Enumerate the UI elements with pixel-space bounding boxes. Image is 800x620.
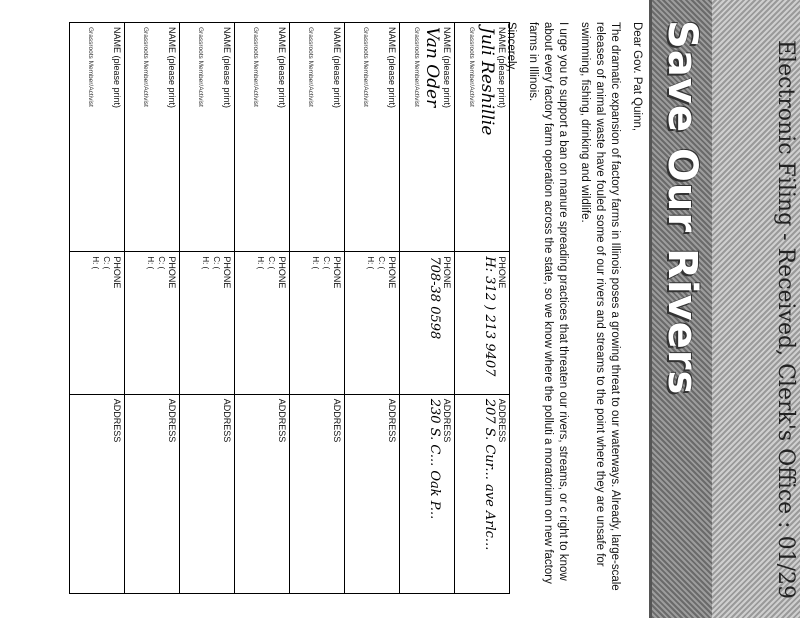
handwritten-address: 207 S. Cur... ave Arlc... [482, 398, 497, 551]
name-cell[interactable]: NAME (please print) Grassroots Member/Activist [70, 23, 125, 252]
phone-cell[interactable]: PHONE H: 312 ) 213 9407 [455, 252, 510, 394]
phone-cell[interactable]: PHONE C: ( H: ( [180, 252, 235, 394]
address-cell[interactable]: ADDRESS [235, 394, 290, 593]
received-stamp: Electronic Filing - Received, Clerk's Office : 01/29 [773, 40, 798, 599]
signature-row [345, 23, 400, 594]
phone-cell[interactable]: PHONE C: ( H: ( [70, 252, 125, 394]
address-cell[interactable]: ADDRESS 207 S. Cur... ave Arlc... [455, 394, 510, 593]
handwritten-phone: 708-38 0598 [427, 256, 442, 340]
name-cell[interactable]: NAME (please print) Grassroots Member/Activist [290, 23, 345, 252]
name-cell[interactable]: NAME (please print) Grassroots Member/Activist [125, 23, 180, 252]
signature-row [400, 23, 455, 594]
address-cell[interactable]: ADDRESS [125, 394, 180, 593]
phone-cell[interactable]: PHONE 708-38 0598 [400, 252, 455, 394]
handwritten-name: Van Oder [422, 27, 442, 108]
letter-body [496, 22, 644, 612]
closing: Sincerely, [505, 22, 517, 72]
handwritten-phone: H: 312 ) 213 9407 [482, 256, 497, 377]
signature-row [70, 23, 125, 594]
name-cell[interactable]: NAME (please print) Van Oder Grassroots Member/Activist [400, 23, 455, 252]
name-cell[interactable]: NAME (please print) Grassroots Member/Activist [345, 23, 400, 252]
letter-paragraph-2: I urge you to support a ban on manure spreading practices that threaten our rivers, streams, or c right to know about every factory farm operation across the state, so we know where the polluti a moratorium on new factory farms in Illinois. [527, 22, 569, 584]
letter-paragraph-1: The dramatic expansion of factory farms in Illinois poses a growing threat to our waterways. Already, large-scale releases of animal waste have fouled some of our rivers and streams to the point where they are unsafe for swimming, fishing, drinking and wildlife. [579, 22, 621, 591]
signature-table [69, 22, 510, 594]
phone-cell[interactable]: PHONE C: ( H: ( [345, 252, 400, 394]
address-cell[interactable]: ADDRESS [345, 394, 400, 593]
signature-row [125, 23, 180, 594]
signature-row [180, 23, 235, 594]
name-cell[interactable]: NAME (please print) Juli Reshillie Grassroots Member/Activist [455, 23, 510, 252]
header-banner [649, 0, 800, 618]
name-cell[interactable]: NAME (please print) Grassroots Member/Activist [235, 23, 290, 252]
handwritten-address: 230 S. C... Oak P... [427, 398, 442, 520]
signature-row [235, 23, 290, 594]
address-cell[interactable]: ADDRESS 230 S. C... Oak P... [400, 394, 455, 593]
signature-row [455, 23, 510, 594]
page-title: Save Our Rivers [659, 20, 705, 396]
address-cell[interactable]: ADDRESS [290, 394, 345, 593]
handwritten-name: Juli Reshillie [477, 27, 497, 136]
address-cell[interactable]: ADDRESS [70, 394, 125, 593]
phone-cell[interactable]: PHONE C: ( H: ( [125, 252, 180, 394]
phone-cell[interactable]: PHONE C: ( H: ( [290, 252, 345, 394]
salutation: Dear Gov. Pat Quinn, [631, 22, 643, 132]
name-cell[interactable]: NAME (please print) Grassroots Member/Activist [180, 23, 235, 252]
address-cell[interactable]: ADDRESS [180, 394, 235, 593]
signature-row [290, 23, 345, 594]
phone-cell[interactable]: PHONE C: ( H: ( [235, 252, 290, 394]
